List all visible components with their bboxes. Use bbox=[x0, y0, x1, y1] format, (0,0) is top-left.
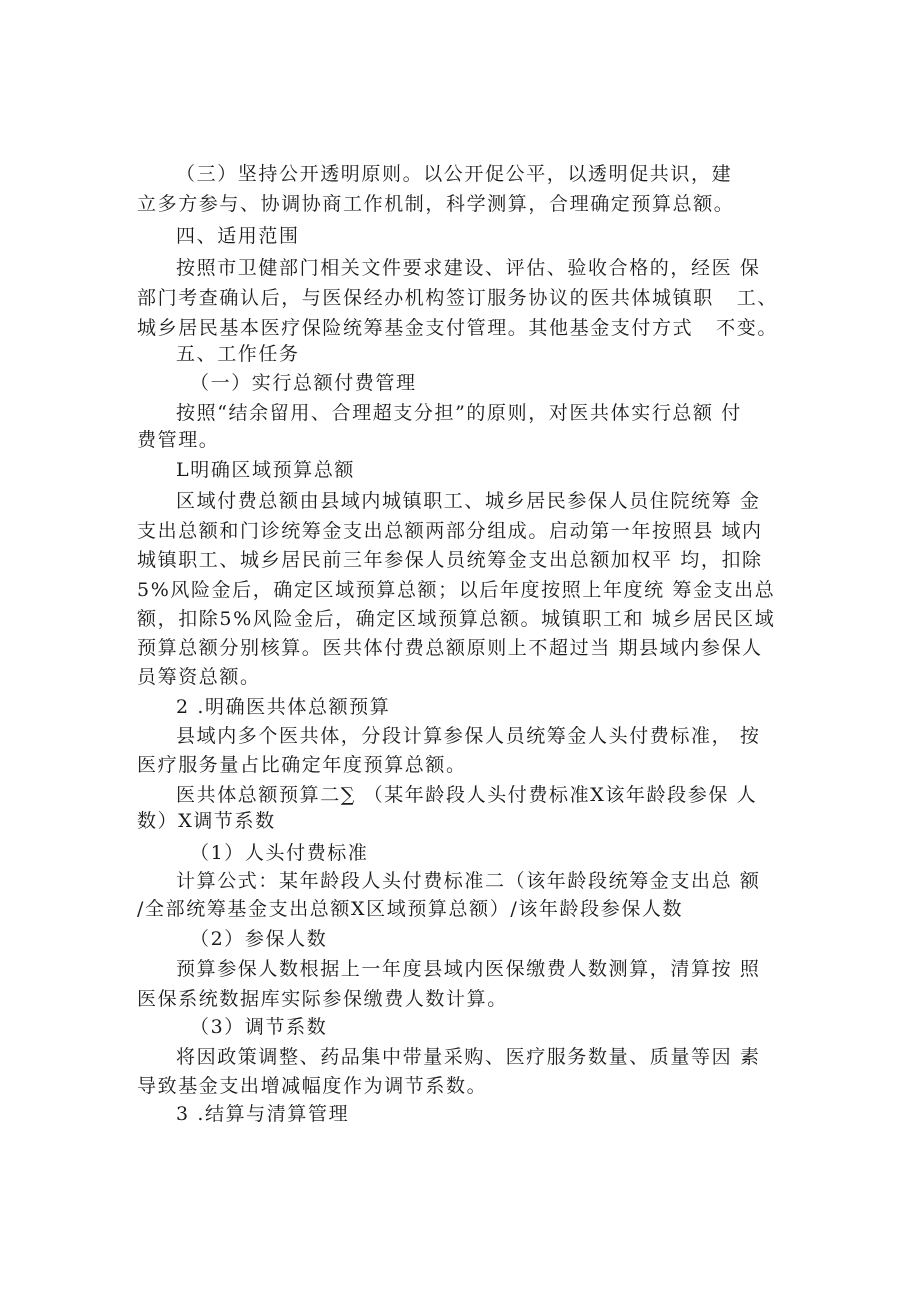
text-line-quyu-fufei: 区域付费总额由县域内城镇职工、城乡居民参保人员住院统筹 金 bbox=[176, 490, 761, 512]
text-line-zengjian-fudu: 导致基金支出增减幅度作为调节系数。 bbox=[137, 1075, 488, 1097]
text-line-fuwuliang-zhanbi: 医疗服务量占比确定年度预算总额。 bbox=[137, 754, 467, 776]
text-line-zhengce-tiaozheng: 将因政策调整、药品集中带量采购、医疗服务数量、质量等因 素 bbox=[176, 1046, 761, 1068]
text-line-duofang-canyu: 立多方参与、协调协商工作机制，科学测算，合理确定预算总额。 bbox=[137, 193, 735, 215]
item-heading-jiesuan-qingsuan: 3 .结算与清算管理 bbox=[176, 1103, 350, 1125]
text-line-chengzhen-zhigong: 城镇职工、城乡居民前三年参保人员统筹金支出总额加权平 均，扣除 bbox=[137, 549, 763, 571]
text-line-chouzi-zonge: 员筹资总额。 bbox=[137, 666, 261, 688]
formula-line-quanbu-tongchou: /全部统筹基金支出总额X区域预算总额）/该年龄段参保人数 bbox=[137, 898, 684, 920]
text-line-yusuan-canbao: 预算参保人数根据上一年度县域内医保缴费人数测算，清算按 照 bbox=[176, 958, 761, 980]
item-heading-yigongti-yusuan: 2 .明确医共体总额预算 bbox=[176, 696, 391, 718]
subitem-tiaojie-xishu: （3）调节系数 bbox=[190, 1016, 328, 1038]
text-line-anzhao-shiweijian: 按照市卫健部门相关文件要求建设、评估、验收合格的，经医 保 bbox=[176, 257, 761, 279]
section-heading-gongzuo-renwu: 五、工作任务 bbox=[176, 343, 300, 365]
text-line-jieyu-liuyong: 按照“结余留用、合理超支分担”的原则，对医共体实行总额 付 bbox=[176, 402, 742, 424]
formula-line-tiaojie-xishu: 数）X调节系数 bbox=[137, 810, 276, 832]
text-line-fengxianjin-2: 额，扣除5%风险金后，确定区域预算总额。城镇职工和 城乡居民区域 bbox=[137, 608, 776, 630]
text-line-sanzhi-gongkai: （三）坚持公开透明原则。以公开促公平，以透明促共识，建 bbox=[176, 163, 733, 185]
formula-line-jisuan-gongshi: 计算公式：某年龄段人头付费标准二（该年龄段统筹金支出总 额 bbox=[176, 870, 761, 892]
text-line-fenbie-hesuan: 预算总额分别核算。医共体付费总额原则上不超过当 期县域内参保人 bbox=[137, 637, 763, 659]
text-line-xianyu-duoge: 县域内多个医共体，分段计算参保人员统筹金人头付费标准， 按 bbox=[176, 725, 761, 747]
subitem-canbao-renshu: （2）参保人数 bbox=[190, 928, 328, 950]
text-line-chengxiang-jumin: 城乡居民基本医疗保险统筹基金支付管理。其他基金支付方式 不变。 bbox=[137, 317, 778, 339]
item-heading-quyu-yusuan: L明确区域预算总额 bbox=[176, 459, 356, 481]
text-line-zhichu-zonge: 支出总额和门诊统筹金支出总额两部分组成。启动第一年按照县 域内 bbox=[137, 520, 763, 542]
text-line-shujuku: 医保系统数据库实际参保缴费人数计算。 bbox=[137, 988, 508, 1010]
formula-line-zonge-yusuan: 医共体总额预算二∑ （某年龄段人头付费标准X该年龄段参保 人 bbox=[176, 784, 758, 806]
text-line-bumen-kaocha: 部门考查确认后，与医保经办机构签订服务协议的医共体城镇职 工、 bbox=[137, 287, 778, 309]
section-heading-shiyong-fanwei: 四、适用范围 bbox=[176, 225, 300, 247]
subitem-rentou-biaozhun: （1）人头付费标准 bbox=[190, 842, 369, 864]
text-line-fufei-guanli: 费管理。 bbox=[137, 429, 220, 451]
subheading-zonge-fufei: （一）实行总额付费管理 bbox=[190, 372, 417, 394]
text-line-fengxianjin-1: 5%风险金后，确定区域预算总额；以后年度按照上年度统 筹金支出总 bbox=[137, 579, 776, 601]
